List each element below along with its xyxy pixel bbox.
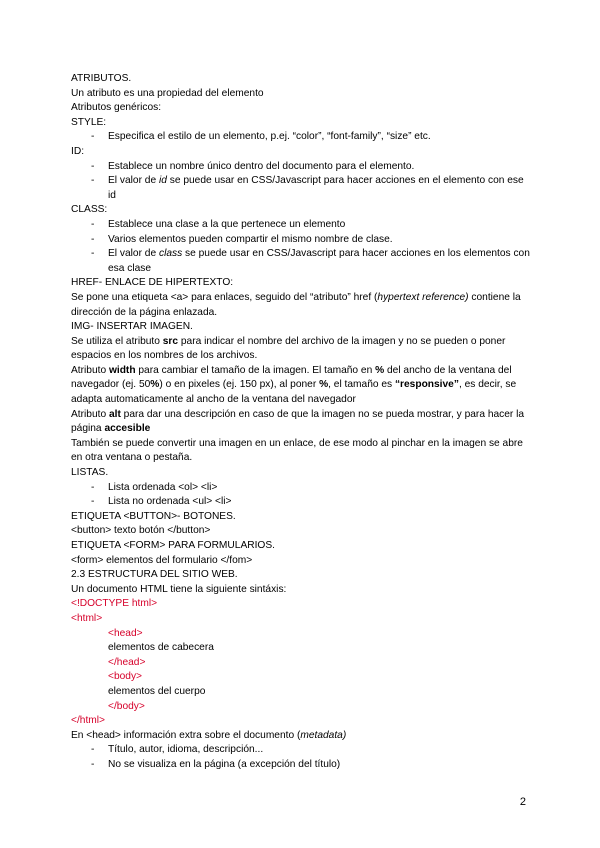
bullet: - (91, 496, 95, 508)
atributos-genericos: Atributos genéricos: (71, 102, 162, 114)
code-body-open: <body> (108, 671, 142, 683)
form-example: <form> elementos del formulario </fom> (71, 554, 253, 566)
head-info: En <head> información extra sobre el documento (metadata) (71, 729, 347, 741)
code-body-close: </body> (108, 700, 145, 712)
list-item: - No se visualiza en la página (a excepción del título) (71, 758, 531, 773)
href-heading: HREF- ENLACE DE HIPERTEXTO: (71, 277, 234, 289)
heading-atributos: ATRIBUTOS. (71, 73, 132, 84)
code-head-open: <head> (108, 627, 143, 639)
bullet: - (91, 131, 95, 143)
list-item: - Lista ordenada <ol> <li> (71, 481, 531, 496)
document-body (71, 72, 531, 773)
code-html-close: </html> (71, 715, 105, 727)
img-heading: IMG- INSERTAR IMAGEN. (71, 321, 193, 333)
code-doctype: <!DOCTYPE html> (71, 598, 158, 610)
form-heading: ETIQUETA <FORM> PARA FORMULARIOS. (71, 540, 275, 551)
code-body-content: elementos del cuerpo (108, 685, 206, 697)
list-item: - El valor de id se puede usar en CSS/Javascript para hacer acciones en el elemento con ese id (91, 175, 524, 201)
href-paragraph: Se pone una etiqueta <a> para enlaces, seguido del “atributo” href (hypertext reference) contiene la dirección de la página enlazada. (71, 291, 521, 318)
img-paragraph-src: Se utiliza el atributo src para indicar el nombre del archivo de la imagen y no se pueden o poner espacios en los nombres de los archivos. (71, 335, 506, 362)
listas-heading: LISTAS. (71, 467, 109, 479)
estructura-intro: Un documento HTML tiene la siguiente sintáxis: (71, 583, 287, 595)
list-item: - Establece un nombre único dentro del documento para el elemento. (71, 160, 531, 175)
img-paragraph-link: También se puede convertir una imagen en un enlace, de ese modo al pinchar en la imagen se abre en otra ventana o pestaña. (71, 437, 523, 464)
list-item: - Lista no ordenada <ul> <li> (71, 495, 531, 510)
list-item: - Especifica el estilo de un elemento, p.ej. “color”, “font-family”, “size” etc. (71, 130, 531, 145)
bullet: - (91, 758, 95, 770)
list-item: - Varios elementos pueden compartir el mismo nombre de clase. (71, 233, 531, 248)
page-number: 2 (519, 796, 526, 808)
class-label: CLASS: (71, 204, 108, 216)
bullet: - (91, 248, 95, 260)
img-paragraph-width: Atributo width para cambiar el tamaño de la imagen. El tamaño en % del ancho de la ventana del navegador (ej. 50%) o en pixeles (ej. 150 px), al poner %, el tamaño es “responsive”, es decir, se adapta automaticamente al ancho de la ventana del navegador (71, 364, 517, 406)
button-example: <button> texto botón </button> (71, 525, 211, 537)
code-head-content: elementos de cabecera (108, 642, 214, 654)
bullet: - (91, 218, 95, 230)
style-label: STYLE: (71, 116, 107, 128)
button-heading: ETIQUETA <BUTTON>- BOTONES. (71, 510, 236, 522)
list-item: - El valor de class se puede usar en CSS/Javascript para hacer acciones en los elementos con esa clase (91, 248, 530, 274)
code-html-open: <html> (71, 612, 103, 624)
def-atributo: Un atributo es una propiedad del elemento (71, 87, 264, 99)
bullet: - (91, 744, 95, 756)
bullet: - (91, 160, 95, 172)
estructura-heading: 2.3 ESTRUCTURA DEL SITIO WEB. (71, 569, 238, 581)
list-item: - Establece una clase a la que pertenece un elemento (71, 218, 531, 233)
img-paragraph-alt: Atributo alt para dar una descripción en caso de que la imagen no se pueda mostrar, y para hacer la página accesible (71, 408, 525, 435)
id-label: ID: (71, 145, 85, 157)
bullet: - (91, 481, 95, 493)
code-head-close: </head> (108, 656, 146, 668)
bullet: - (91, 233, 95, 245)
list-item: - Título, autor, idioma, descripción... (71, 743, 531, 758)
bullet: - (91, 175, 95, 187)
